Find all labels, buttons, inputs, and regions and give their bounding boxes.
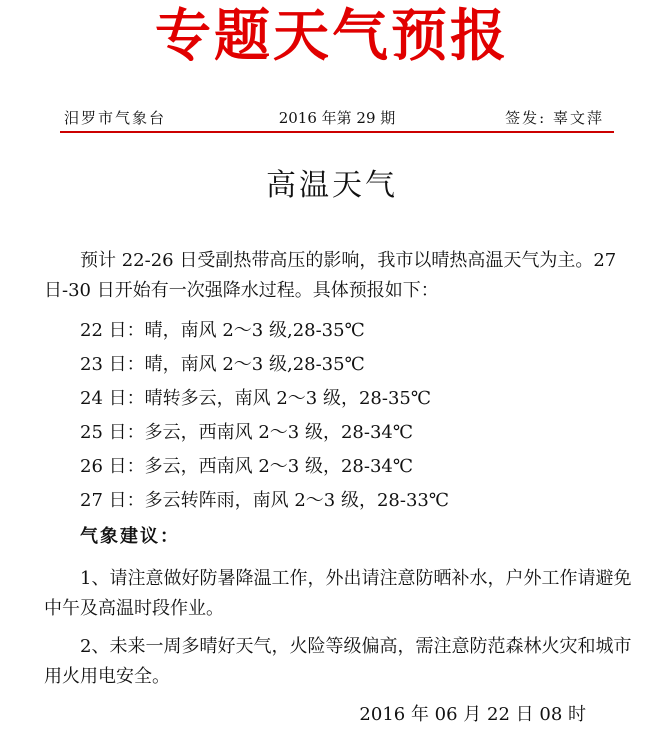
advice-item: 2、未来一周多晴好天气，火险等级偏高，需注意防范森林火灾和城市用火用电安全。 — [44, 636, 632, 687]
signer: 签发: 辜文萍 — [505, 109, 604, 127]
issuer: 汨罗市气象台 — [64, 109, 167, 127]
forecast-item: 22 日：晴，南风 2～3 级,28-35℃ — [80, 320, 365, 341]
masthead-title: 专题天气预报 — [155, 4, 509, 69]
issue-time: 2016 年 06 月 22 日 08 时 — [359, 704, 586, 725]
document-title: 高温天气 — [266, 168, 398, 203]
intro-paragraph: 预计 22-26 日受副热带高压的影响，我市以晴热高温天气为主。27 日-30 日开始有一次强降水过程。具体预报如下： — [44, 250, 617, 301]
forecast-item: 24 日：晴转多云，南风 2～3 级，28-35℃ — [80, 388, 431, 409]
forecast-item: 26 日：多云，西南风 2～3 级，28-34℃ — [80, 456, 413, 477]
forecast-item: 25 日：多云，西南风 2～3 级，28-34℃ — [80, 422, 413, 443]
forecast-list — [80, 314, 449, 518]
issue-number: 2016 年第 29 期 — [278, 109, 396, 127]
advice-item: 1、请注意做好防暑降温工作，外出请注意防晒补水，户外工作请避免中午及高温时段作业。 — [44, 568, 632, 619]
forecast-item: 27 日：多云转阵雨，南风 2～3 级，28-33℃ — [80, 490, 449, 511]
issue-info-line — [60, 105, 614, 133]
advice-heading: 气象建议： — [80, 526, 180, 547]
forecast-item: 23 日：晴，南风 2～3 级,28-35℃ — [80, 354, 365, 375]
